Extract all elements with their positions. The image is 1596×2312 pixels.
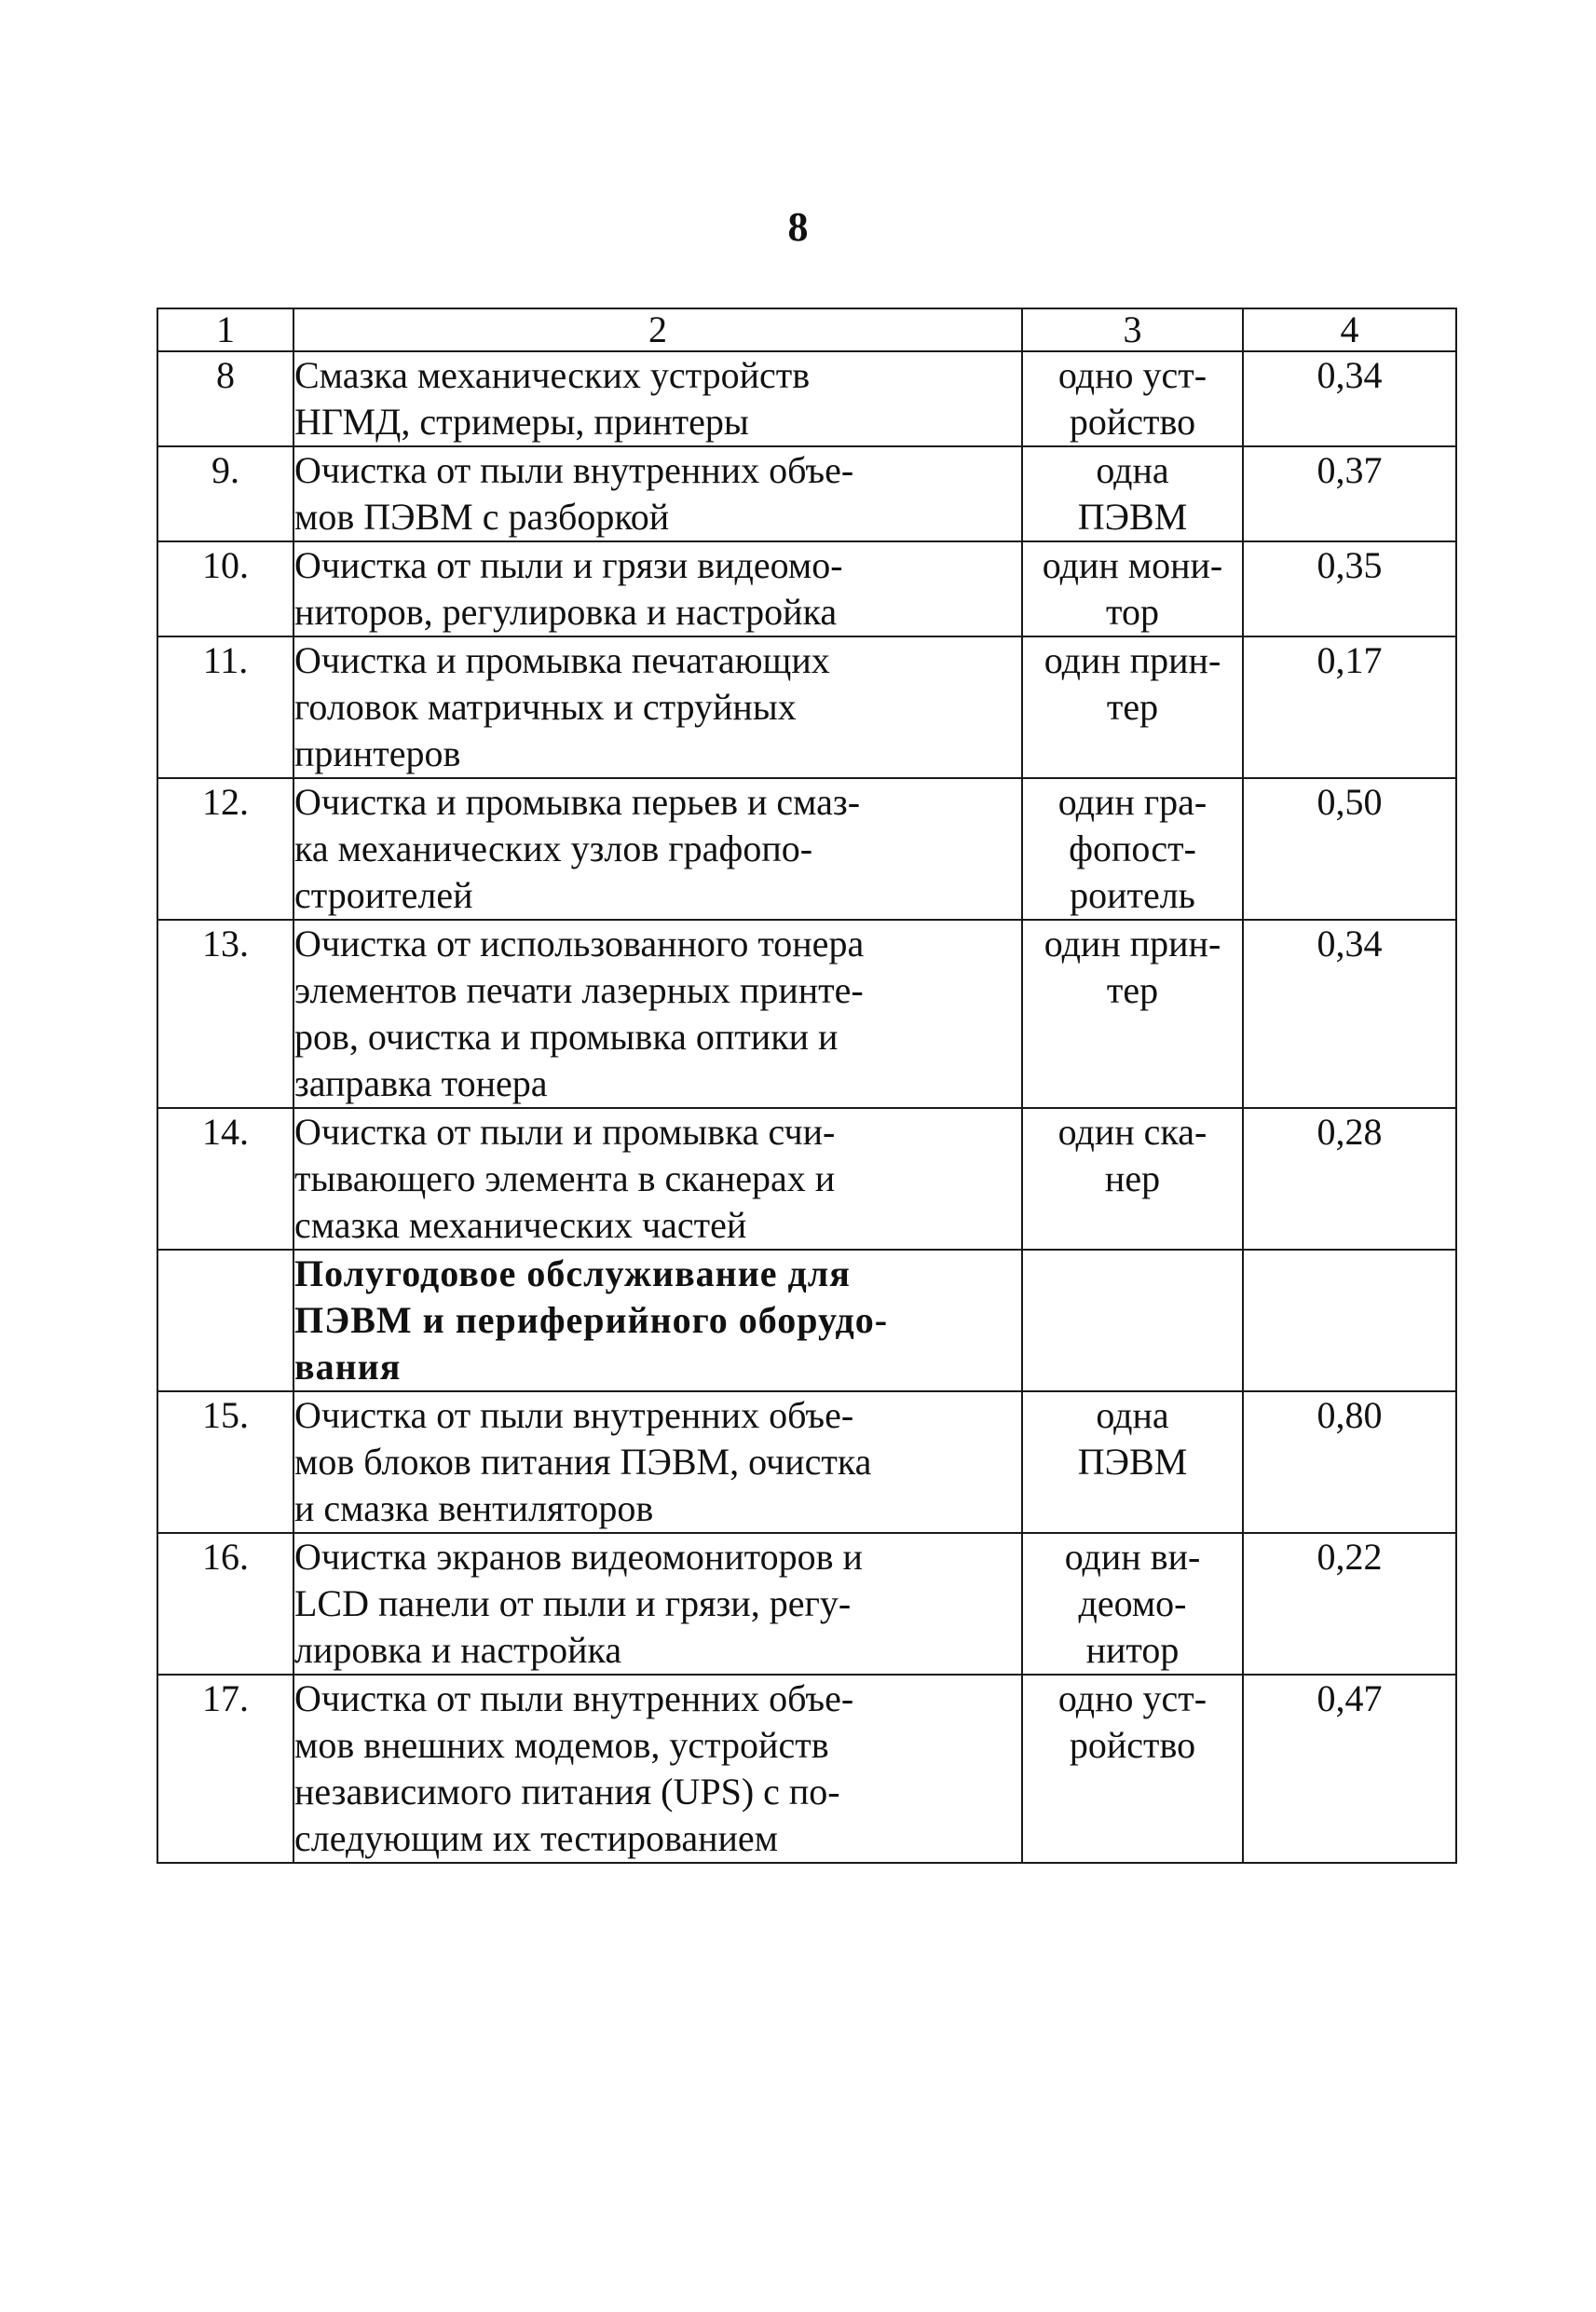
- row-number: 16.: [157, 1533, 293, 1675]
- table-row: [157, 1391, 1456, 1533]
- row-number: 13.: [157, 920, 293, 1108]
- operation-description: [293, 636, 1022, 778]
- unit-line: ПЭВМ: [1077, 496, 1188, 538]
- column-number-2: 2: [293, 308, 1022, 351]
- measurement-unit: [1022, 1391, 1243, 1533]
- description-line: лировка и настройка: [294, 1629, 622, 1671]
- row-number: 15.: [157, 1391, 293, 1533]
- unit-line: одно уст-: [1057, 1677, 1207, 1719]
- measurement-unit: [1022, 636, 1243, 778]
- measurement-unit: [1022, 541, 1243, 636]
- description-line: Очистка и промывка печатающих: [294, 639, 830, 681]
- description-line: Полугодовое обслуживание для: [294, 1252, 851, 1294]
- row-number: [157, 1250, 293, 1391]
- norm-value: 0,35: [1243, 541, 1456, 636]
- unit-line: один ви-: [1064, 1536, 1201, 1578]
- description-line: ка механических узлов графопо-: [294, 828, 813, 869]
- page-number: 8: [787, 204, 809, 250]
- description-line: смазка механических частей: [294, 1204, 747, 1246]
- norm-value: 0,47: [1243, 1675, 1456, 1863]
- measurement-unit: [1022, 1533, 1243, 1675]
- description-line: и смазка вентиляторов: [294, 1487, 654, 1529]
- description-line: LCD панели от пыли и грязи, регу-: [294, 1582, 852, 1624]
- table-row: [157, 1675, 1456, 1863]
- operation-description: [293, 446, 1022, 541]
- operation-description: [293, 541, 1022, 636]
- row-number: 9.: [157, 446, 293, 541]
- unit-line: один ска-: [1057, 1111, 1207, 1153]
- description-line: мов внешних модемов, устройств: [294, 1724, 829, 1766]
- measurement-unit: [1022, 1675, 1243, 1863]
- row-number: 11.: [157, 636, 293, 778]
- description-line: следующим их тестированием: [294, 1817, 778, 1859]
- row-number: 12.: [157, 778, 293, 920]
- description-line: элементов печати лазерных принте-: [294, 969, 864, 1011]
- description-line: Очистка от пыли внутренних объе-: [294, 1677, 854, 1719]
- description-line: Очистка и промывка перьев и смаз-: [294, 781, 861, 823]
- table-row: [157, 778, 1456, 920]
- unit-line: нитор: [1085, 1629, 1180, 1671]
- table-row: [157, 920, 1456, 1108]
- operation-description: [293, 1675, 1022, 1863]
- norm-value: [1243, 1250, 1456, 1391]
- operation-description: [293, 920, 1022, 1108]
- description-line: принтеров: [294, 732, 461, 774]
- unit-line: нер: [1104, 1157, 1161, 1199]
- row-number: 14.: [157, 1108, 293, 1250]
- unit-line: один мони-: [1042, 544, 1223, 586]
- measurement-unit: [1022, 920, 1243, 1108]
- unit-line: тор: [1106, 591, 1159, 633]
- operation-description: [293, 1533, 1022, 1675]
- unit-line: тер: [1106, 969, 1159, 1011]
- unit-line: фопост-: [1069, 828, 1196, 869]
- description-line: мов ПЭВМ с разборкой: [294, 496, 670, 538]
- description-line: строителей: [294, 874, 473, 916]
- description-line: головок матричных и струйных: [294, 686, 797, 728]
- unit-line: деомо-: [1078, 1582, 1187, 1624]
- table-row: [157, 1108, 1456, 1250]
- unit-line: тер: [1106, 686, 1159, 728]
- description-line: вания: [294, 1346, 402, 1388]
- table-row: [157, 1533, 1456, 1675]
- unit-line: одно уст-: [1057, 354, 1207, 396]
- description-line: Очистка от пыли внутренних объе-: [294, 1394, 854, 1436]
- table-header-row: [157, 308, 1456, 351]
- description-line: Очистка экранов видеомониторов и: [294, 1536, 863, 1578]
- unit-line: ПЭВМ: [1077, 1441, 1188, 1483]
- operation-description: [293, 778, 1022, 920]
- norm-value: 0,34: [1243, 351, 1456, 446]
- norm-value: 0,37: [1243, 446, 1456, 541]
- description-line: тывающего элемента в сканерах и: [294, 1157, 836, 1199]
- description-line: ров, очистка и промывка оптики и: [294, 1016, 839, 1058]
- norm-value: 0,22: [1243, 1533, 1456, 1675]
- column-number-1: 1: [157, 308, 293, 351]
- description-line: Очистка от пыли внутренних объе-: [294, 449, 854, 491]
- unit-line: ройство: [1069, 401, 1196, 443]
- norm-value: 0,80: [1243, 1391, 1456, 1533]
- description-line: ПЭВМ и периферийного оборудо-: [294, 1299, 889, 1341]
- description-line: Очистка от использованного тонера: [294, 923, 865, 964]
- unit-line: роитель: [1070, 874, 1195, 916]
- norm-value: 0,50: [1243, 778, 1456, 920]
- unit-line: ройство: [1069, 1724, 1196, 1766]
- description-line: независимого питания (UPS) с по-: [294, 1771, 840, 1813]
- norm-value: 0,34: [1243, 920, 1456, 1108]
- section-title: [293, 1250, 1022, 1391]
- description-line: Очистка от пыли и промывка счи-: [294, 1111, 836, 1153]
- unit-line: одна: [1096, 449, 1169, 491]
- measurement-unit: [1022, 446, 1243, 541]
- description-line: заправка тонера: [294, 1062, 548, 1104]
- table-row: [157, 446, 1456, 541]
- column-number-4: 4: [1243, 308, 1456, 351]
- unit-line: один прин-: [1044, 923, 1221, 964]
- row-number: 10.: [157, 541, 293, 636]
- unit-line: один гра-: [1057, 781, 1207, 823]
- section-header-row: [157, 1250, 1456, 1391]
- table-row: [157, 636, 1456, 778]
- row-number: 8: [157, 351, 293, 446]
- unit-line: одна: [1096, 1394, 1169, 1436]
- column-number-3: 3: [1022, 308, 1243, 351]
- measurement-unit: [1022, 778, 1243, 920]
- operation-description: [293, 1391, 1022, 1533]
- row-number: 17.: [157, 1675, 293, 1863]
- table-row: [157, 351, 1456, 446]
- norm-value: 0,17: [1243, 636, 1456, 778]
- description-line: мов блоков питания ПЭВМ, очистка: [294, 1441, 872, 1483]
- measurement-unit: [1022, 1250, 1243, 1391]
- operation-description: [293, 1108, 1022, 1250]
- measurement-unit: [1022, 351, 1243, 446]
- measurement-unit: [1022, 1108, 1243, 1250]
- description-line: НГМД, стримеры, принтеры: [294, 401, 749, 443]
- description-line: Очистка от пыли и грязи видеомо-: [294, 544, 843, 586]
- norm-value: 0,28: [1243, 1108, 1456, 1250]
- operation-description: [293, 351, 1022, 446]
- description-line: Смазка механических устройств: [294, 354, 811, 396]
- unit-line: один прин-: [1044, 639, 1221, 681]
- table-row: [157, 541, 1456, 636]
- maintenance-table: [157, 308, 1457, 1864]
- description-line: ниторов, регулировка и настройка: [294, 591, 838, 633]
